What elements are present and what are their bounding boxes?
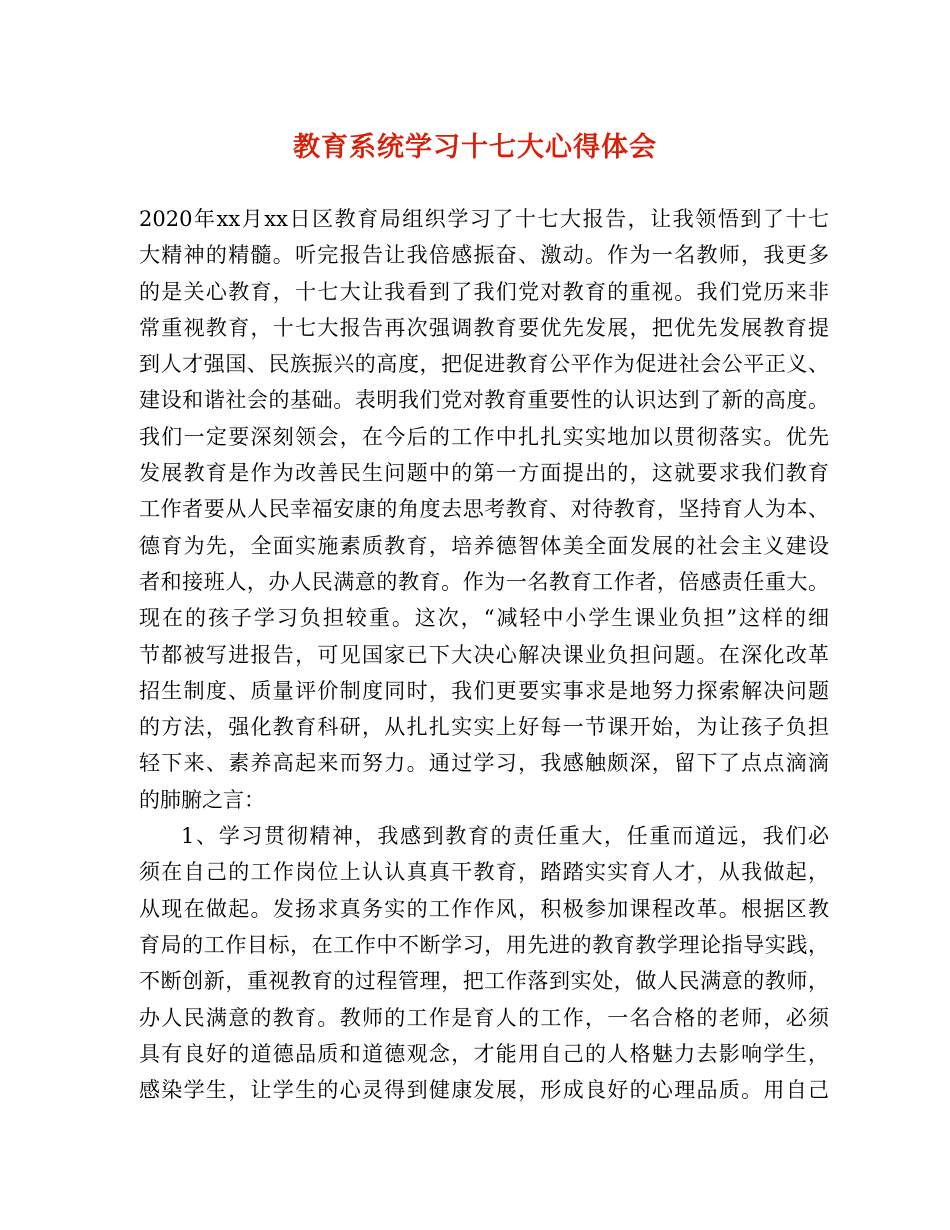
text-line: 的肺腑之言： xyxy=(139,787,265,812)
text-line: 的方法，强化教育科研，从扎扎实实上好每一节课开始，为让孩子负担 xyxy=(139,715,829,740)
text-line: 节都被写进报告，可见国家已下大决心解决课业负担问题。在深化改革 xyxy=(139,642,829,667)
text-line: 2020年xx月xx日区教育局组织学习了十七大报告，让我领悟到了十七 xyxy=(139,207,829,231)
text-line: 招生制度、质量评价制度同时，我们更要实事求是地努力探索解决问题 xyxy=(139,678,829,703)
text-line: 的是关心教育，十七大让我看到了我们党对教育的重视。我们党历来非 xyxy=(139,279,829,304)
text-line: 发展教育是作为改善民生问题中的第一方面提出的，这就要求我们教育 xyxy=(139,461,829,486)
text-line: 建设和谐社会的基础。表明我们党对教育重要性的认识达到了新的高度。 xyxy=(139,388,829,413)
document-title: 教育系统学习十七大心得体会 xyxy=(293,132,657,163)
text-line: 者和接班人，办人民满意的教育。作为一名教育工作者，倍感责任重大。 xyxy=(139,569,829,594)
text-line: 1、学习贯彻精神，我感到教育的责任重大，任重而道远，我们必 xyxy=(181,824,829,849)
text-line: 大精神的精髓。听完报告让我倍感振奋、激动。作为一名教师，我更多 xyxy=(139,243,829,268)
text-line: 到人才强国、民族振兴的高度，把促进教育公平作为促进社会公平正义、 xyxy=(139,352,829,377)
text-line: 育局的工作目标，在工作中不断学习，用先进的教育教学理论指导实践， xyxy=(139,932,829,957)
text-line: 我们一定要深刻领会，在今后的工作中扎扎实实地加以贯彻落实。优先 xyxy=(139,424,829,449)
text-line: 须在自己的工作岗位上认认真真干教育，踏踏实实育人才，从我做起， xyxy=(139,860,829,885)
text-line: 从现在做起。发扬求真务实的工作作风，积极参加课程改革。根据区教 xyxy=(139,896,829,921)
text-line: 不断创新，重视教育的过程管理，把工作落到实处，做人民满意的教师， xyxy=(139,969,829,994)
text-line: 常重视教育，十七大报告再次强调教育要优先发展，把优先发展教育提 xyxy=(139,315,829,340)
text-line: 德育为先，全面实施素质教育，培养德智体美全面发展的社会主义建设 xyxy=(139,533,829,558)
text-line: 现在的孩子学习负担较重。这次，“减轻中小学生课业负担”这样的细 xyxy=(139,606,829,631)
document-body xyxy=(139,201,829,1108)
text-line: 感染学生，让学生的心灵得到健康发展，形成良好的心理品质。用自己 xyxy=(139,1078,829,1103)
text-line: 轻下来、素养高起来而努力。通过学习，我感触颇深，留下了点点滴滴 xyxy=(139,751,829,776)
text-line: 办人民满意的教育。教师的工作是育人的工作，一名合格的老师，必须 xyxy=(139,1005,829,1030)
text-line: 具有良好的道德品质和道德观念，才能用自己的人格魅力去影响学生， xyxy=(139,1041,829,1066)
text-line: 工作者要从人民幸福安康的角度去思考教育、对待教育，坚持育人为本、 xyxy=(139,497,829,522)
